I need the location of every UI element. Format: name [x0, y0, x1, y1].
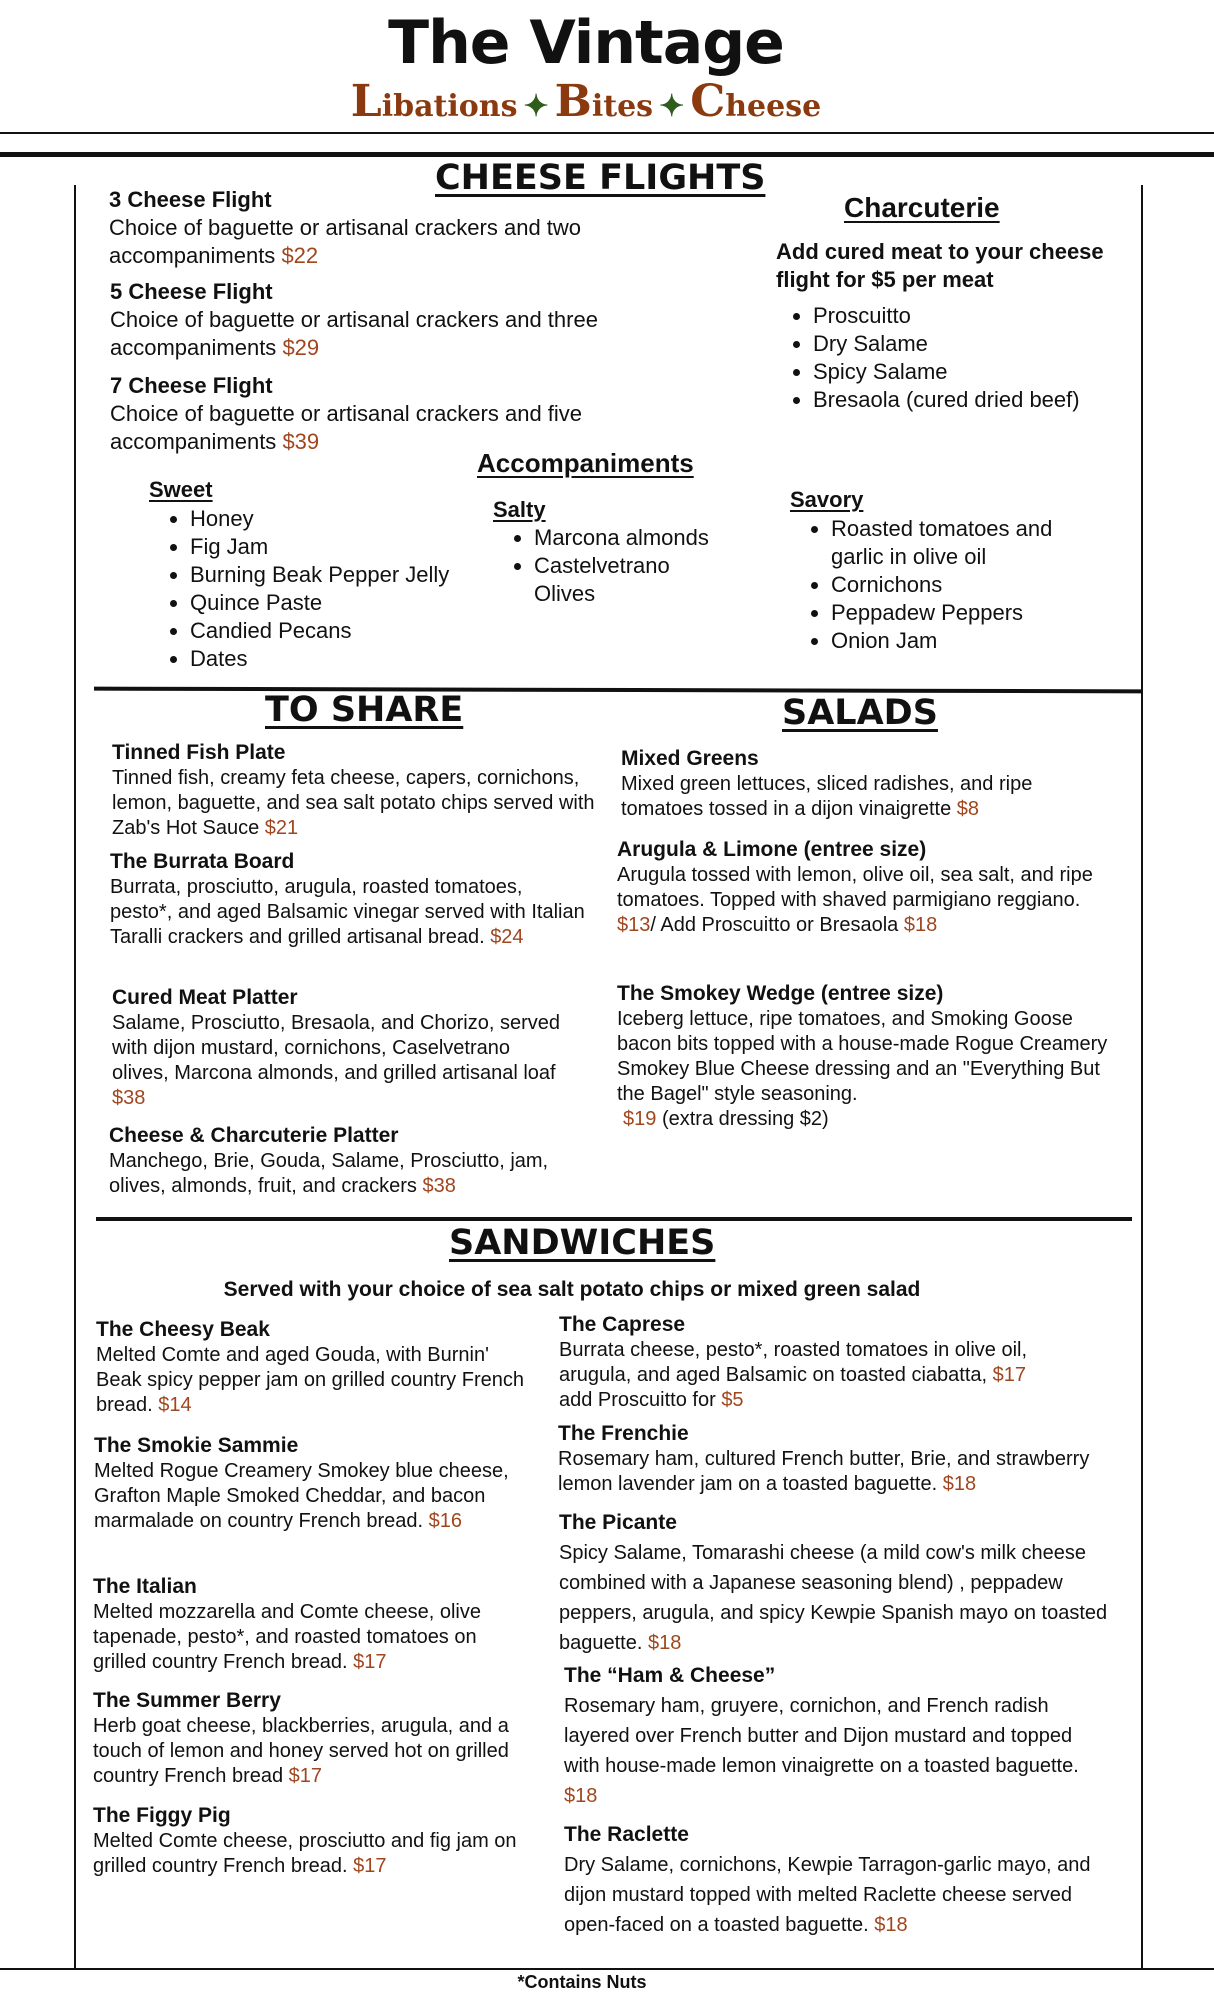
sandwiches-heading: SANDWICHES [449, 1223, 716, 1263]
item-name: Cheese & Charcuterie Platter [109, 1124, 399, 1147]
item-desc: Dry Salame, cornichons, Kewpie Tarragon-garlic mayo, and dijon mustard topped with melted Raclette cheese served open-faced on a toasted baguette. $18 [564, 1854, 1091, 1936]
item-desc: Salame, Prosciutto, Bresaola, and Chorizo, served with dijon mustard, cornichons, Caselvetrano olives, Marcona almonds, and grilled artisanal loaf $38 [112, 1012, 560, 1109]
addon-price: $5 [721, 1389, 744, 1411]
charcuterie-list [773, 302, 1080, 414]
addon-price: $18 [903, 914, 938, 936]
item-price: $39 [282, 429, 320, 454]
charcuterie-heading: Charcuterie [844, 192, 1000, 223]
header-divider-thick [0, 152, 1214, 157]
item-price: $19 [623, 1108, 657, 1130]
item-name: Cured Meat Platter [112, 986, 298, 1009]
item-price: $16 [428, 1510, 462, 1532]
item-price: $17 [353, 1855, 387, 1877]
section-divider-1 [94, 687, 1142, 694]
item-price: $18 [874, 1914, 908, 1936]
list-item: • Honey [190, 505, 449, 533]
salad-item [617, 981, 1132, 1132]
footer-divider [0, 1968, 1214, 1970]
tagline [0, 76, 1172, 127]
frame-left-line [74, 185, 76, 1968]
brand-title: The Vintage [388, 8, 784, 78]
tagline-word-bites: Bites [554, 76, 654, 127]
cheese-flight-item [109, 186, 669, 270]
salty-heading: Salty [493, 497, 546, 522]
item-name: 5 Cheese Flight [110, 279, 273, 304]
item-price: $17 [288, 1765, 323, 1787]
list-item: • Peppadew Peppers [831, 599, 1091, 627]
sandwich-item [93, 1803, 563, 1879]
sandwich-item [564, 1820, 1124, 1940]
item-price: $22 [281, 243, 319, 268]
cheese-flight-item [110, 372, 650, 456]
share-item [109, 1123, 589, 1199]
share-item [112, 985, 562, 1111]
star-icon: ✦ [659, 89, 685, 124]
sandwich-item [93, 1688, 543, 1789]
item-desc: Tinned fish, creamy feta cheese, capers, cornichons, lemon, baguette, and sea salt potato chips served with Zab's Hot Sauce $21 [112, 767, 595, 839]
item-desc: Arugula tossed with lemon, olive oil, sea salt, and ripe tomatoes. Topped with shaved parmigiano reggiano. [617, 864, 1093, 911]
list-item: • Onion Jam [831, 627, 1091, 655]
item-name: The Figgy Pig [93, 1804, 231, 1827]
cheese-flights-heading: CHEESE FLIGHTS [435, 158, 766, 198]
salty-list [494, 524, 734, 608]
item-desc: Melted mozzarella and Comte cheese, olive tapenade, pesto*, and roasted tomatoes on grilled country French bread. $17 [93, 1601, 481, 1673]
item-name: Tinned Fish Plate [112, 741, 286, 764]
item-name: Arugula & Limone (entree size) [617, 838, 927, 861]
item-desc: Manchego, Brie, Gouda, Salame, Prosciutto, jam, olives, almonds, fruit, and crackers $38 [109, 1150, 549, 1197]
item-price: $18 [942, 1473, 977, 1495]
sandwiches-subtitle: Served with your choice of sea salt potato chips or mixed green salad [223, 1278, 921, 1301]
item-desc: Melted Comte cheese, prosciutto and fig jam on grilled country French bread. $17 [93, 1830, 517, 1877]
list-item: • Spicy Salame [813, 358, 1080, 386]
section-divider-2 [96, 1217, 1132, 1221]
item-name: The Frenchie [558, 1422, 689, 1445]
item-price: $17 [353, 1651, 387, 1673]
item-desc: Herb goat cheese, blackberries, arugula, and a touch of lemon and honey served hot on grilled country French bread $17 [93, 1715, 509, 1787]
item-name: The Cheesy Beak [96, 1318, 270, 1341]
sandwich-item [558, 1421, 1143, 1497]
item-price: $24 [490, 926, 524, 948]
to-share-heading: TO SHARE [265, 690, 464, 730]
item-desc: Choice of baguette or artisanal crackers and two accompaniments $22 [109, 215, 582, 268]
list-item: • Dates [190, 645, 449, 673]
item-price: $38 [422, 1175, 456, 1197]
sandwich-item [96, 1317, 536, 1418]
item-name: The Smokie Sammie [94, 1434, 299, 1457]
item-name: The Caprese [559, 1313, 686, 1336]
item-price: $17 [992, 1364, 1027, 1386]
list-item: • Proscuitto [813, 302, 1080, 330]
item-name: The Picante [559, 1511, 677, 1534]
item-price: $29 [282, 335, 320, 360]
header-divider-thin [0, 132, 1214, 134]
list-item: • Marcona almonds [534, 524, 734, 552]
sandwich-item [564, 1661, 1104, 1811]
item-price-line: $19 (extra dressing $2) [623, 1108, 829, 1130]
cheese-flight-item [110, 278, 680, 362]
star-icon: ✦ [523, 89, 549, 124]
savory-heading: Savory [790, 487, 864, 512]
item-desc: Melted Comte and aged Gouda, with Burnin' Beak spicy pepper jam on grilled country French bread. $14 [96, 1344, 524, 1416]
frame-right-line [1141, 185, 1143, 1968]
tagline-word-libations: Libations [350, 76, 518, 127]
item-desc: Mixed green lettuces, sliced radishes, and ripe tomatoes tossed in a dijon vinaigrette $8 [621, 773, 1033, 820]
footer-note: *Contains Nuts [517, 1972, 647, 1992]
item-price: $18 [647, 1632, 682, 1654]
list-item: • Burning Beak Pepper Jelly [190, 561, 449, 589]
item-desc: Rosemary ham, gruyere, cornichon, and French radish layered over French butter and Dijon mustard and topped with house-made lemon vinaigrette on a toasted baguette. $18 [564, 1695, 1079, 1807]
charcuterie-desc: Add cured meat to your cheese flight for $5 per meat [776, 239, 1104, 292]
item-price: $21 [264, 817, 299, 839]
item-name: Mixed Greens [621, 747, 759, 770]
list-item: • Castelvetrano Olives [534, 552, 664, 608]
item-desc: Melted Rogue Creamery Smokey blue cheese, Grafton Maple Smoked Cheddar, and bacon marmalade on country French bread. $16 [94, 1460, 509, 1532]
salad-item [617, 837, 1117, 938]
salads-heading: SALADS [782, 693, 938, 733]
item-name: The Italian [93, 1575, 197, 1598]
item-desc: Rosemary ham, cultured French butter, Brie, and strawberry lemon lavender jam on a toasted baguette. $18 [558, 1448, 1090, 1495]
item-price: $14 [158, 1394, 192, 1416]
item-name: 7 Cheese Flight [110, 373, 273, 398]
list-item: • Bresaola (cured dried beef) [813, 386, 1080, 414]
sandwich-item [559, 1508, 1119, 1658]
accompaniments-heading: Accompaniments [477, 448, 694, 478]
item-price: $13 [617, 914, 651, 936]
share-item [110, 849, 590, 950]
list-item: • Dry Salame [813, 330, 1080, 358]
sandwich-item [94, 1433, 514, 1534]
item-price-line: $13/ Add Proscuitto or Bresaola $18 [617, 914, 938, 936]
item-name: The Summer Berry [93, 1689, 281, 1712]
item-desc: Burrata, prosciutto, arugula, roasted tomatoes, pesto*, and aged Balsamic vinegar served with Italian Taralli crackers and grilled artisanal bread. $24 [110, 876, 585, 948]
tagline-word-cheese: Cheese [690, 76, 822, 127]
item-name: The Smokey Wedge (entree size) [617, 982, 944, 1005]
list-item: • Roasted tomatoes and garlic in olive oil [831, 515, 1091, 571]
item-price: $8 [956, 798, 980, 820]
item-name: The Burrata Board [110, 850, 295, 873]
list-item: • Fig Jam [190, 533, 449, 561]
sandwich-item [559, 1312, 1099, 1413]
item-desc: Burrata cheese, pesto*, roasted tomatoes in olive oil, arugula, and aged Balsamic on toasted ciabatta, $17 [559, 1339, 1028, 1386]
list-item: • Quince Paste [190, 589, 449, 617]
sweet-heading: Sweet [149, 477, 213, 502]
item-name: 3 Cheese Flight [109, 187, 272, 212]
share-item [112, 740, 602, 841]
salad-item [621, 746, 1111, 822]
list-item: • Candied Pecans [190, 617, 449, 645]
list-item: • Cornichons [831, 571, 1091, 599]
item-desc: Spicy Salame, Tomarashi cheese (a mild cow's milk cheese combined with a Japanese seasoning blend) , peppadew peppers, arugula, and spicy Kewpie Spanish mayo on toasted baguette. $18 [559, 1542, 1108, 1654]
sweet-list [150, 505, 449, 673]
item-name: The Raclette [564, 1823, 689, 1846]
item-price: $38 [112, 1087, 146, 1109]
savory-list [791, 515, 1091, 655]
item-price: $18 [564, 1785, 598, 1807]
item-desc: Choice of baguette or artisanal crackers and three accompaniments $29 [110, 307, 598, 360]
item-addon: add Proscuitto for $5 [559, 1389, 744, 1411]
item-desc: Choice of baguette or artisanal crackers and five accompaniments $39 [110, 401, 583, 454]
item-desc: Iceberg lettuce, ripe tomatoes, and Smoking Goose bacon bits topped with a house-made Rogue Creamery Smokey Blue Cheese dressing and an "Everything But the Bagel" style seasoning. [617, 1008, 1108, 1105]
sandwich-item [93, 1574, 533, 1675]
item-name: The “Ham & Cheese” [564, 1664, 776, 1687]
